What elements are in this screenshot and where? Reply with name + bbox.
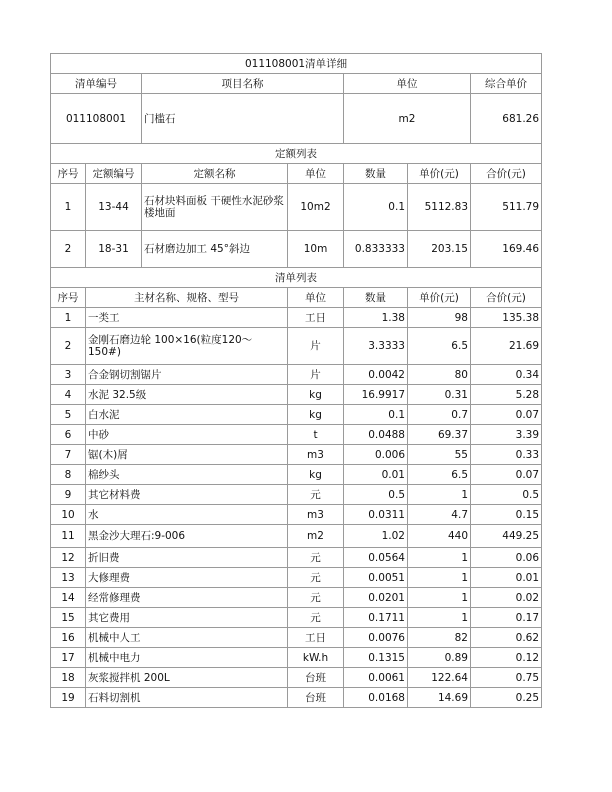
quota-qty-header: 数量 [344,164,408,184]
quota-code: 13-44 [86,184,142,231]
material-no: 16 [51,628,86,648]
material-section-row [51,268,542,288]
material-unit: m3 [288,445,344,465]
material-no: 8 [51,465,86,485]
material-qty: 0.1315 [344,648,408,668]
material-name: 合金钢切割锯片 [86,365,288,385]
quota-section-title: 定额列表 [51,144,542,164]
material-name: 金刚石磨边轮 100×16(粒度120～150#) [86,328,288,365]
material-row [51,588,542,608]
material-row [51,568,542,588]
material-total: 3.39 [471,425,542,445]
quota-no: 1 [51,184,86,231]
material-row [51,485,542,505]
quota-total-header: 合价(元) [471,164,542,184]
material-no: 7 [51,445,86,465]
material-total: 0.34 [471,365,542,385]
material-row [51,308,542,328]
material-price: 55 [408,445,471,465]
quota-name-header: 定额名称 [142,164,288,184]
quota-total: 169.46 [471,231,542,268]
quota-unit: 10m [288,231,344,268]
material-qty: 0.0488 [344,425,408,445]
material-no-header: 序号 [51,288,86,308]
material-row [51,385,542,405]
material-price: 440 [408,525,471,548]
price-header: 综合单价 [471,74,542,94]
material-qty: 16.9917 [344,385,408,405]
material-price: 1 [408,608,471,628]
material-price: 1 [408,485,471,505]
material-name: 锯(木)屑 [86,445,288,465]
material-unit: 元 [288,568,344,588]
material-no: 15 [51,608,86,628]
material-unit: m2 [288,525,344,548]
material-no: 2 [51,328,86,365]
material-name: 经常修理费 [86,588,288,608]
material-price: 69.37 [408,425,471,445]
name-header: 项目名称 [142,74,344,94]
quota-no: 2 [51,231,86,268]
material-unit-header: 单位 [288,288,344,308]
material-row [51,465,542,485]
material-qty: 0.0201 [344,588,408,608]
quota-header-row [51,164,542,184]
material-unit: 台班 [288,668,344,688]
material-no: 4 [51,385,86,405]
material-total: 0.01 [471,568,542,588]
material-name: 一类工 [86,308,288,328]
material-row [51,365,542,385]
material-row [51,445,542,465]
material-name: 棉纱头 [86,465,288,485]
material-no: 10 [51,505,86,525]
material-qty: 0.0311 [344,505,408,525]
quota-unit: 10m2 [288,184,344,231]
item-price: 681.26 [471,94,542,144]
material-total: 0.62 [471,628,542,648]
material-total: 0.02 [471,588,542,608]
material-price: 1 [408,548,471,568]
table-body [51,54,542,708]
material-name: 其它费用 [86,608,288,628]
item-row [51,94,542,144]
material-price: 82 [408,628,471,648]
code-header: 清单编号 [51,74,142,94]
material-no: 14 [51,588,86,608]
material-section-title: 清单列表 [51,268,542,288]
material-name: 黑金沙大理石:9-006 [86,525,288,548]
material-qty: 0.1711 [344,608,408,628]
material-name: 机械中电力 [86,648,288,668]
material-price: 4.7 [408,505,471,525]
material-total: 0.06 [471,548,542,568]
unit-header: 单位 [344,74,471,94]
material-price: 98 [408,308,471,328]
material-unit: kg [288,405,344,425]
material-name: 水泥 32.5级 [86,385,288,405]
quota-total: 511.79 [471,184,542,231]
quota-price: 203.15 [408,231,471,268]
item-code: 011108001 [51,94,142,144]
material-qty: 0.0051 [344,568,408,588]
material-qty: 0.1 [344,405,408,425]
quota-row [51,231,542,268]
material-qty: 0.5 [344,485,408,505]
material-price: 80 [408,365,471,385]
material-total: 5.28 [471,385,542,405]
material-total: 0.5 [471,485,542,505]
material-price: 0.7 [408,405,471,425]
item-name: 门槛石 [142,94,344,144]
material-name: 石料切割机 [86,688,288,708]
material-row [51,525,542,548]
material-unit: 元 [288,485,344,505]
material-price-header: 单价(元) [408,288,471,308]
quota-section-row [51,144,542,164]
material-price: 6.5 [408,465,471,485]
material-qty: 0.006 [344,445,408,465]
material-row [51,425,542,445]
material-name: 大修理费 [86,568,288,588]
quota-qty: 0.1 [344,184,408,231]
material-name: 灰浆搅拌机 200L [86,668,288,688]
material-qty: 0.0042 [344,365,408,385]
material-no: 12 [51,548,86,568]
quota-price: 5112.83 [408,184,471,231]
material-qty: 0.01 [344,465,408,485]
material-unit: 元 [288,608,344,628]
material-unit: t [288,425,344,445]
material-name: 其它材料费 [86,485,288,505]
material-unit: 台班 [288,688,344,708]
material-price: 0.31 [408,385,471,405]
material-unit: kg [288,385,344,405]
material-no: 13 [51,568,86,588]
material-name: 水 [86,505,288,525]
material-no: 11 [51,525,86,548]
material-unit: 工日 [288,308,344,328]
material-no: 19 [51,688,86,708]
material-name: 中砂 [86,425,288,445]
quota-price-header: 单价(元) [408,164,471,184]
material-no: 3 [51,365,86,385]
material-row [51,688,542,708]
material-qty: 0.0076 [344,628,408,648]
material-no: 9 [51,485,86,505]
material-qty-header: 数量 [344,288,408,308]
material-total: 0.07 [471,405,542,425]
material-no: 6 [51,425,86,445]
material-row [51,628,542,648]
material-no: 17 [51,648,86,668]
material-row [51,505,542,525]
material-qty: 0.0061 [344,668,408,688]
material-qty: 1.02 [344,525,408,548]
material-total: 0.75 [471,668,542,688]
material-row [51,608,542,628]
material-row [51,328,542,365]
header-row [51,74,542,94]
material-name: 白水泥 [86,405,288,425]
material-name: 折旧费 [86,548,288,568]
material-no: 1 [51,308,86,328]
material-unit: kg [288,465,344,485]
material-row [51,668,542,688]
bill-detail-table [50,53,542,708]
material-total: 0.12 [471,648,542,668]
material-total: 0.15 [471,505,542,525]
quota-name: 石材磨边加工 45°斜边 [142,231,288,268]
table-title: 011108001清单详细 [51,54,542,74]
quota-row [51,184,542,231]
material-total: 449.25 [471,525,542,548]
quota-no-header: 序号 [51,164,86,184]
quota-qty: 0.833333 [344,231,408,268]
item-unit: m2 [344,94,471,144]
material-total: 0.17 [471,608,542,628]
material-row [51,548,542,568]
material-price: 122.64 [408,668,471,688]
material-total: 21.69 [471,328,542,365]
material-unit: 元 [288,588,344,608]
material-total: 0.25 [471,688,542,708]
material-total-header: 合价(元) [471,288,542,308]
material-total: 0.07 [471,465,542,485]
material-price: 1 [408,568,471,588]
material-unit: 工日 [288,628,344,648]
material-row [51,648,542,668]
material-unit: 元 [288,548,344,568]
material-row [51,405,542,425]
quota-code-header: 定额编号 [86,164,142,184]
material-name-header: 主材名称、规格、型号 [86,288,288,308]
material-total: 0.33 [471,445,542,465]
material-no: 5 [51,405,86,425]
material-price: 0.89 [408,648,471,668]
material-no: 18 [51,668,86,688]
material-unit: kW.h [288,648,344,668]
material-header-row [51,288,542,308]
material-unit: m3 [288,505,344,525]
title-row [51,54,542,74]
material-qty: 1.38 [344,308,408,328]
material-name: 机械中人工 [86,628,288,648]
material-unit: 片 [288,365,344,385]
quota-name: 石材块料面板 干硬性水泥砂浆 楼地面 [142,184,288,231]
material-qty: 3.3333 [344,328,408,365]
material-price: 14.69 [408,688,471,708]
quota-code: 18-31 [86,231,142,268]
material-price: 1 [408,588,471,608]
material-qty: 0.0564 [344,548,408,568]
material-unit: 片 [288,328,344,365]
material-qty: 0.0168 [344,688,408,708]
quota-unit-header: 单位 [288,164,344,184]
material-total: 135.38 [471,308,542,328]
material-price: 6.5 [408,328,471,365]
